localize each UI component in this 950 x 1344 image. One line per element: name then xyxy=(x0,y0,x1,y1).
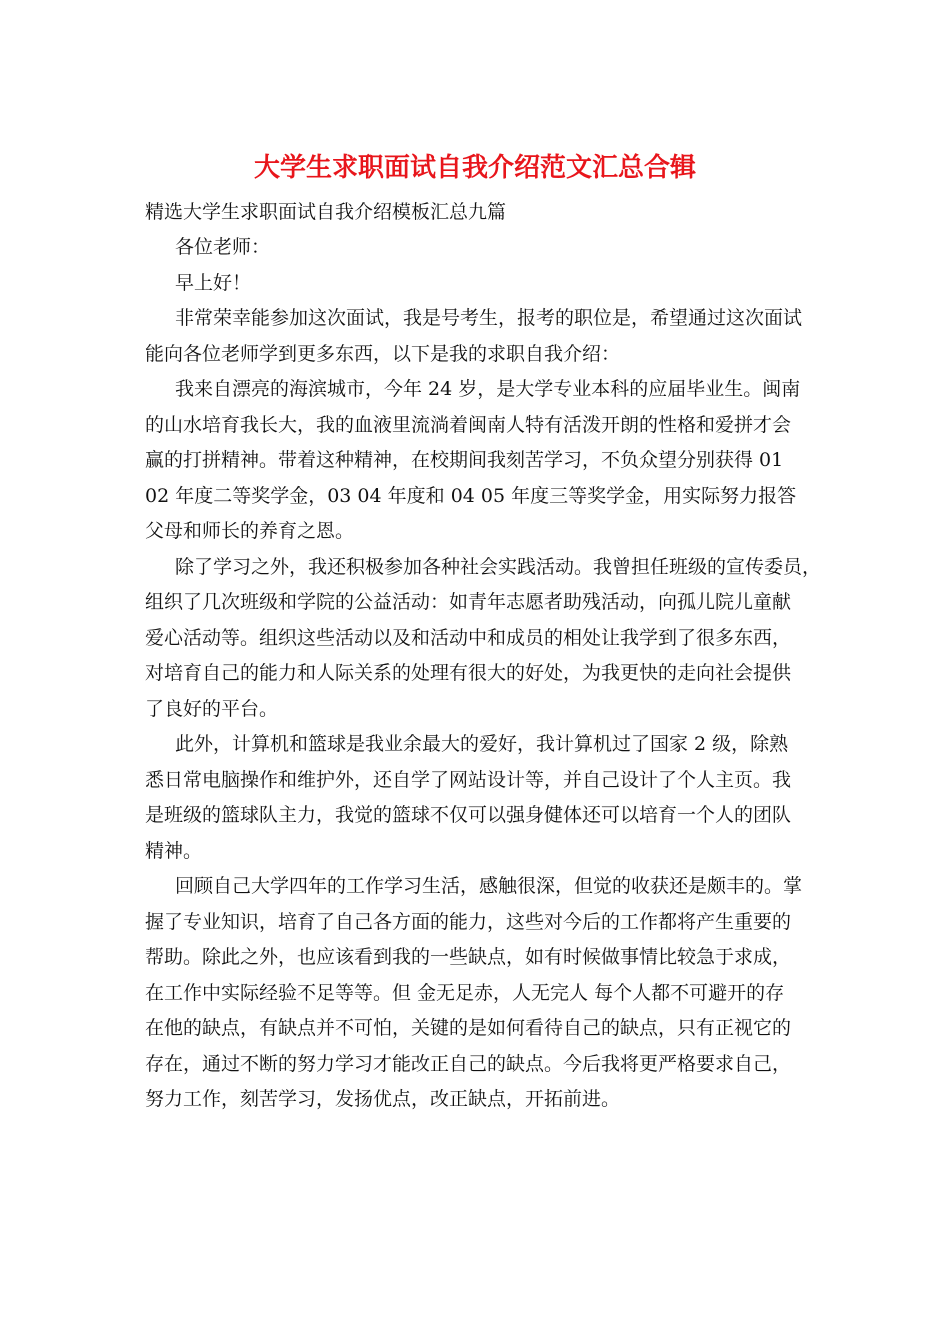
body-text-line: 努力工作，刻苦学习，发扬优点，改正缺点，开拓前进。 xyxy=(145,1088,621,1110)
document-title: 大学生求职面试自我介绍范文汇总合辑 xyxy=(253,153,696,183)
document-subtitle: 精选大学生求职面试自我介绍模板汇总九篇 xyxy=(145,201,507,223)
body-text-line: 对培育自己的能力和人际关系的处理有很大的好处，为我更快的走向社会提供 xyxy=(145,662,792,684)
body-text-line: 存在，通过不断的努力学习才能改正自己的缺点。今后我将更严格要求自己， xyxy=(145,1052,792,1075)
body-text-line: 精神。 xyxy=(145,839,203,862)
body-text-line: 除了学习之外，我还积极参加各种社会实践活动。我曾担任班级的宣传委员， xyxy=(175,555,822,578)
body-text-line: 是班级的篮球队主力，我觉的篮球不仅可以强身健体还可以培育一个人的团队 xyxy=(145,804,792,826)
body-text-line: 赢的打拼精神。带着这种精神，在校期间我刻苦学习，不负众望分别获得 01 xyxy=(145,449,784,471)
body-text-line: 悉日常电脑操作和维护外，还自学了网站设计等，并自己设计了个人主页。我 xyxy=(145,768,792,791)
body-text-line: 了良好的平台。 xyxy=(145,697,279,720)
body-text-line: 帮助。除此之外，也应该看到我的一些缺点，如有时候做事情比较急于求成， xyxy=(145,946,792,968)
body-text-line: 回顾自己大学四年的工作学习生活，感触很深，但觉的收获还是颇丰的。掌 xyxy=(175,875,803,897)
document-body xyxy=(145,230,825,1118)
body-text-line: 我来自漂亮的海滨城市，今年 24 岁，是大学专业本科的应届毕业生。闽南 xyxy=(175,378,801,400)
body-text-line: 02 年度二等奖学金，03 04 年度和 04 05 年度三等奖学金，用实际努力报答 xyxy=(145,484,797,507)
body-text-line: 此外，计算机和篮球是我业余最大的爱好，我计算机过了国家 2 级，除熟 xyxy=(175,733,789,755)
body-text-line: 非常荣幸能参加这次面试，我是号考生，报考的职位是，希望通过这次面试 xyxy=(175,307,803,329)
body-text-line: 早上好！ xyxy=(175,271,252,294)
body-text-line: 父母和师长的养育之恩。 xyxy=(145,520,355,542)
body-text-line: 爱心活动等。组织这些活动以及和活动中和成员的相处让我学到了很多东西， xyxy=(145,626,792,649)
body-text-line: 能向各位老师学到更多东西，以下是我的求职自我介绍： xyxy=(145,342,621,365)
body-text-line: 组织了几次班级和学院的公益活动：如青年志愿者助残活动，向孤儿院儿童献 xyxy=(145,591,792,613)
body-text-line: 握了专业知识，培育了自己各方面的能力，这些对今后的工作都将产生重要的 xyxy=(145,910,792,933)
body-text-line: 在工作中实际经验不足等等。但 金无足赤，人无完人 每个人都不可避开的存 xyxy=(145,981,785,1004)
body-text-line: 在他的缺点，有缺点并不可怕，关键的是如何看待自己的缺点，只有正视它的 xyxy=(145,1017,792,1039)
body-text-line: 各位老师： xyxy=(175,236,271,258)
body-text-line: 的山水培育我长大，我的血液里流淌着闽南人特有活泼开朗的性格和爱拼才会 xyxy=(145,413,792,436)
